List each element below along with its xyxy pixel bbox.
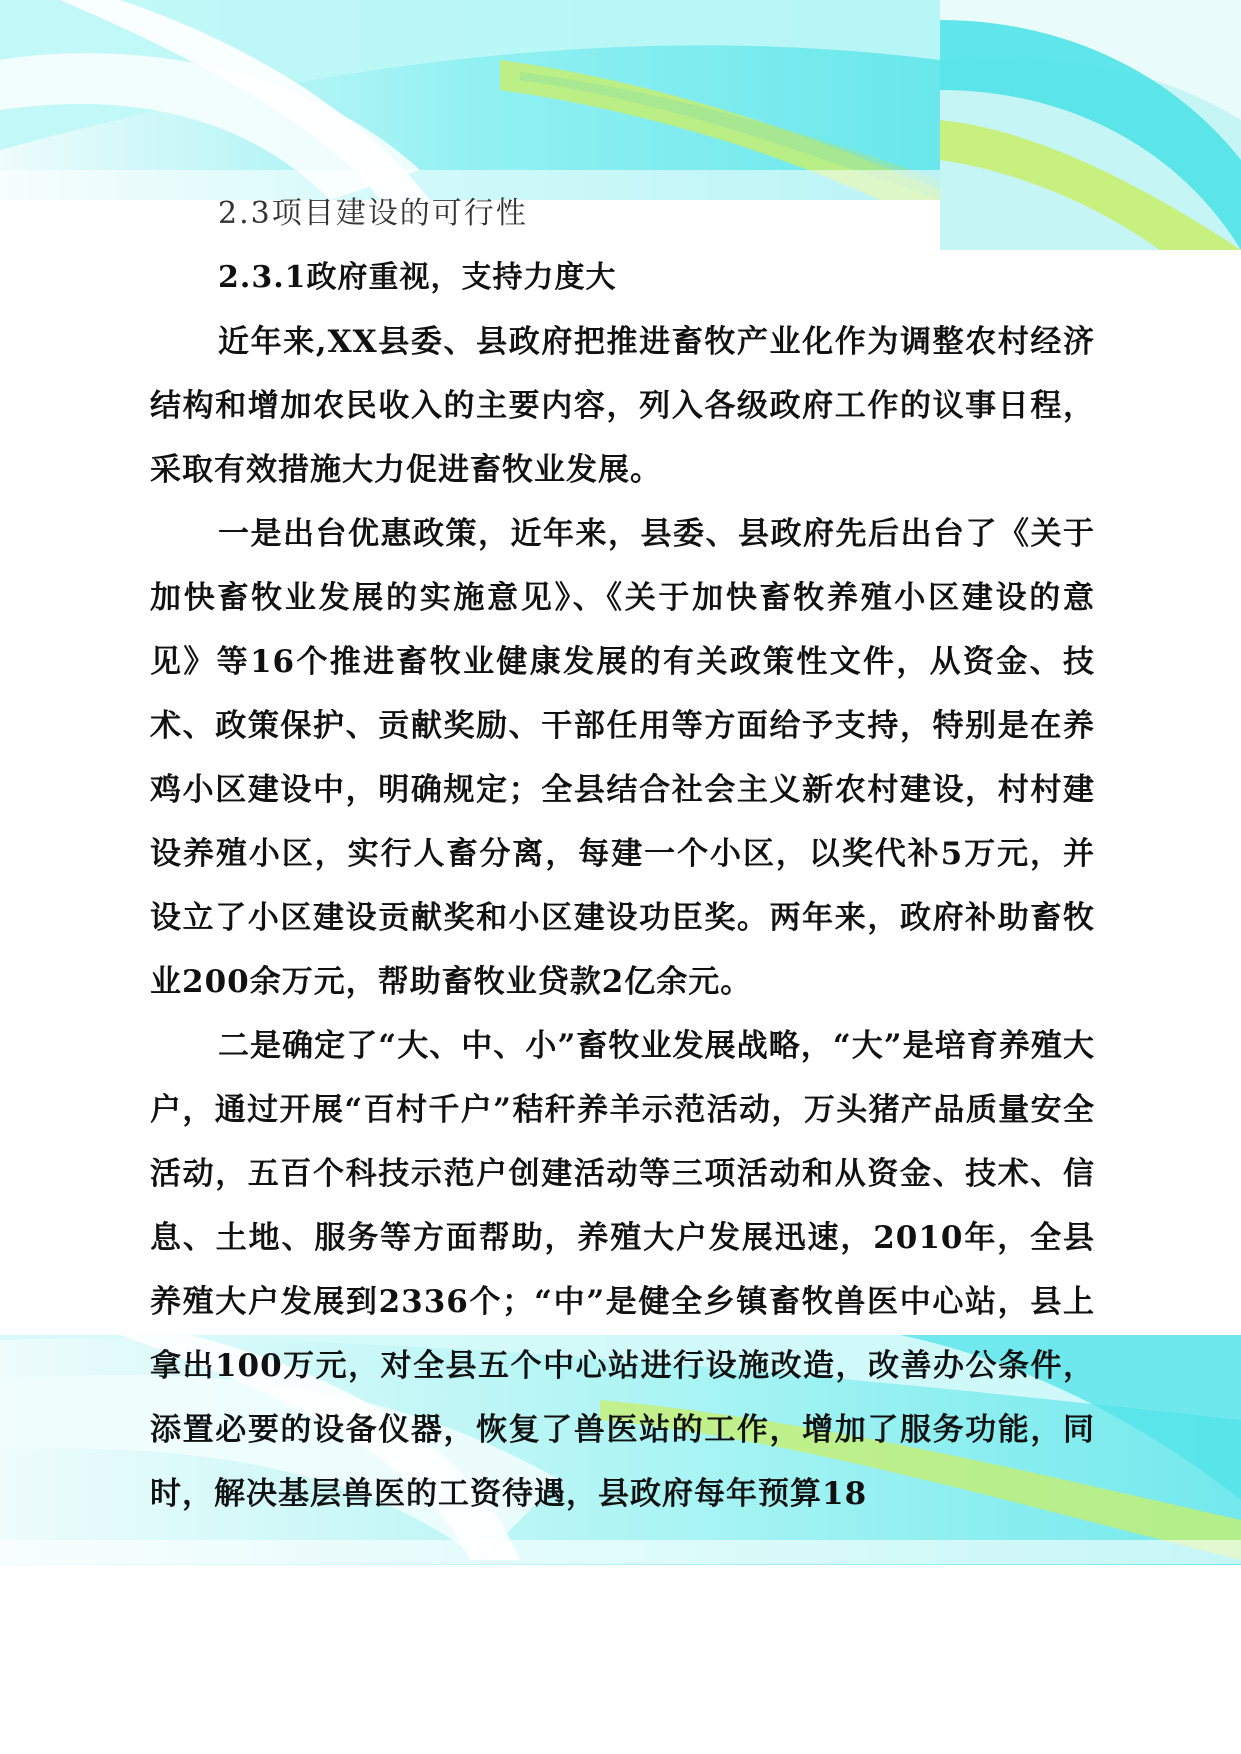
paragraph-strategy: 二是确定了“大、中、小”畜牧业发展战略，“大”是培育养殖大户，通过开展“百村千户”秸秆养羊示范活动，万头猪产品质量安全活动，五百个科技示范户创建活动等三项活动和从资金、技术、信息、土地、服务等方面帮助，养殖大户发展迅速，2010年，全县养殖大户发展到2336个；“中”是健全乡镇畜牧兽医中心站，县上拿出100万元，对全县五个中心站进行设施改造，改善办公条件，添置必要的设备仪器，恢复了兽医站的工作，增加了服务功能，同时，解决基层兽医的工资待遇，县政府每年预算18 — [150, 1028, 1095, 1512]
paragraph-intro: 近年来,XX县委、县政府把推进畜牧产业化作为调整农村经济结构和增加农民收入的主要内容，列入各级政府工作的议事日程，采取有效措施大力促进畜牧业发展。 — [150, 324, 1095, 488]
paragraph-policy: 一是出台优惠政策，近年来，县委、县政府先后出台了《关于加快畜牧业发展的实施意见》、《关于加快畜牧养殖小区建设的意见》等16个推进畜牧业健康发展的有关政策性文件，从资金、技术、政策保护、贡献奖励、干部任用等方面给予支持，特别是在养鸡小区建设中，明确规定；全县结合社会主义新农村建设，村村建设养殖小区，实行人畜分离，每建一个小区，以奖代补5万元，并设立了小区建设贡献奖和小区建设功臣奖。两年来，政府补助畜牧业200余万元，帮助畜牧业贷款2亿余元。 — [150, 516, 1095, 1000]
document-page — [150, 182, 1095, 1526]
subsection-heading: 2.3.1政府重视，支持力度大 — [218, 260, 617, 295]
section-heading: 2.3项目建设的可行性 — [218, 196, 528, 231]
top-swoosh — [0, 0, 940, 202]
